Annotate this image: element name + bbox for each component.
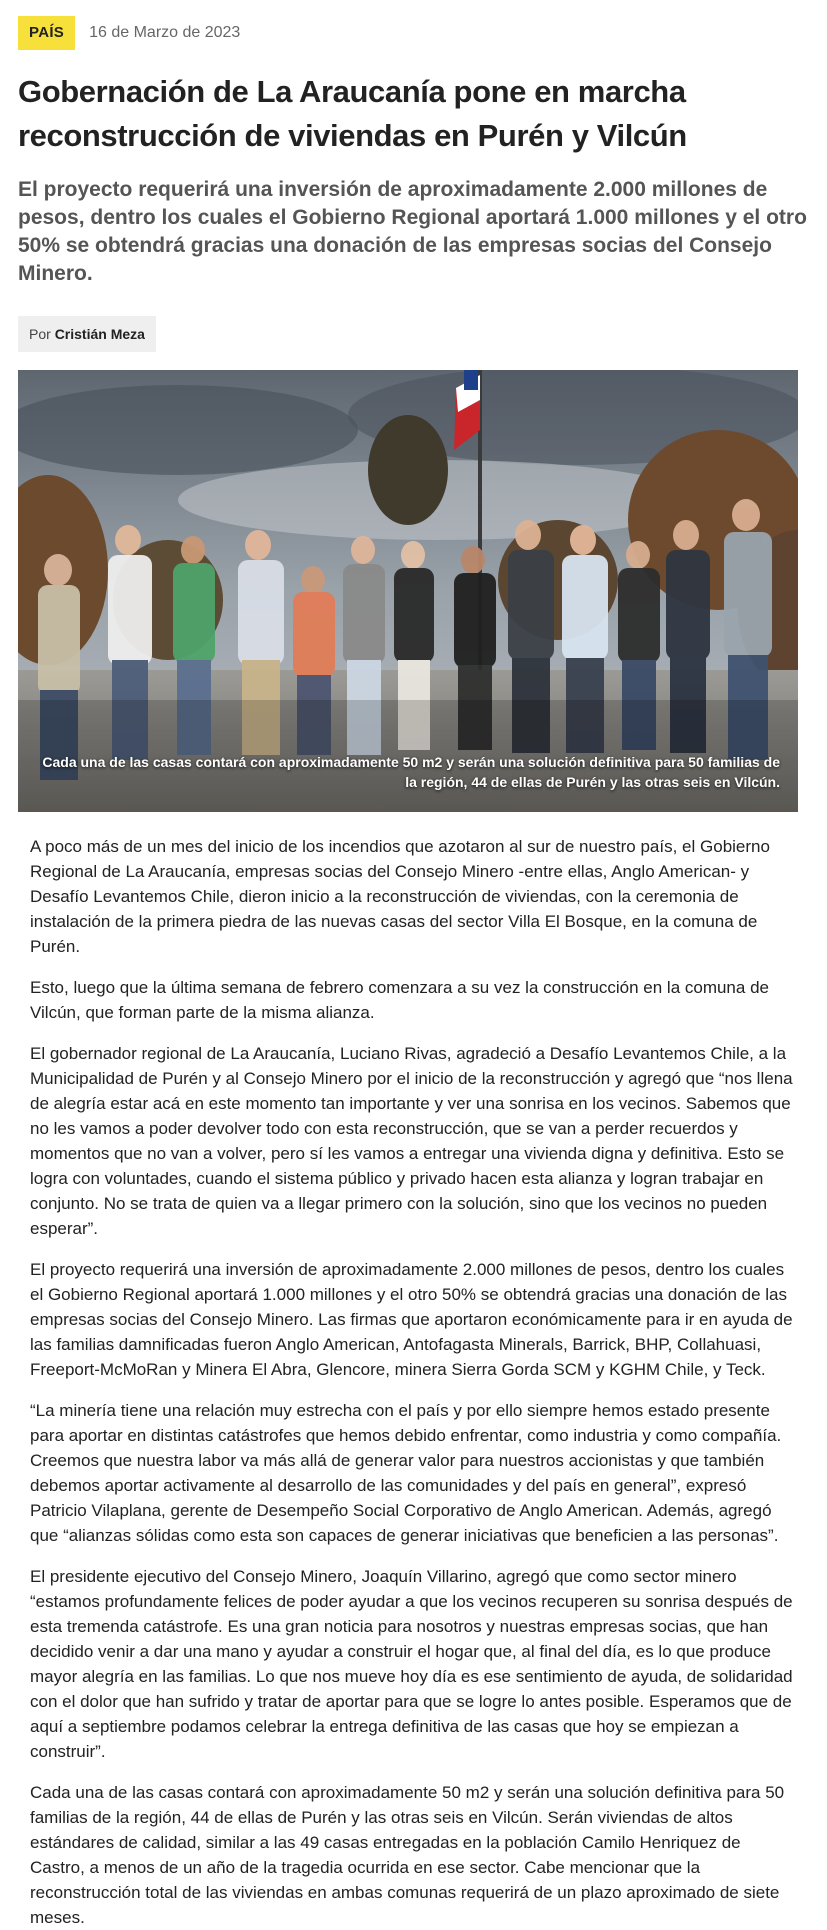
body-paragraph: A poco más de un mes del inicio de los incendios que azotaron al sur de nuestro país, el Gobierno Regional de La Araucanía, empresas socias del Consejo Minero -entre ellas, Anglo American- y Desafío Levantemos Chile, dieron inicio a la reconstrucción de viviendas, con la ceremonia de instalación de la primera piedra de las nuevas casas del sector Villa El Bosque, en la comuna de Purén. bbox=[30, 837, 770, 956]
body-paragraph: El presidente ejecutivo del Consejo Minero, Joaquín Villarino, agregó que como sector minero “estamos profundamente felices de poder ayudar a que los vecinos recuperen su sonrisa después de esta tremenda catástrofe. Es una gran noticia para nosotros y nuestras empresas socias, que han decidido venir a dar una mano y ayudar a construir el hogar que, al final del día, es lo que produce mayor alegría en las familias. Lo que nos mueve hoy día es ese sentimiento de ayuda, de solidaridad con el dolor que han sufrido y tratar de aportar para que se logre lo antes posible. Esperamos que de aquí a septiembre podamos celebrar la entrega definitiva de las casas que hoy se empiezan a construir”. bbox=[30, 1567, 793, 1761]
body-paragraph: Cada una de las casas contará con aproximadamente 50 m2 y serán una solución definitiva para 50 familias de la región, 44 de ellas de Purén y las otras seis en Vilcún. Serán viviendas de altos estándares de calidad, similar a las 49 casas entregadas en la población Camilo Henriquez de Castro, a menos de un año de la tragedia ocurrida en ese sector. Cabe mencionar que la reconstrucción total de las viviendas en ambas comunas requerirá de un plazo aproximado de siete meses. bbox=[30, 1783, 785, 1927]
photo-caption: Cada una de las casas contará con aproximadamente 50 m2 y serán una solución definitiva para 50 familias de la región, 44 de ellas de Purén y las otras seis en Vilcún. bbox=[42, 754, 780, 790]
body-paragraph: Esto, luego que la última semana de febrero comenzara a su vez la construcción en la comuna de Vilcún, que forman parte de la misma alianza. bbox=[30, 978, 769, 1022]
section-badge[interactable]: PAÍS bbox=[18, 16, 75, 50]
article-meta bbox=[18, 16, 809, 50]
article-photo bbox=[18, 370, 798, 812]
article-title: Gobernación de La Araucanía pone en marcha reconstrucción de viviendas en Purén y Vilcún bbox=[18, 74, 687, 153]
body-paragraph: “La minería tiene una relación muy estrecha con el país y por ello siempre hemos estado presente para aportar en distintas catástrofes que hemos debido enfrentar, como industria y como compañía. Creemos que nuestra labor va más allá de generar valor para nuestros accionistas y que también debemos aportar activamente al desarrollo de las comunidades y del país en general”, expresó Patricio Vilaplana, gerente de Desempeño Social Corporativo de Anglo American. Además, agregó que “alianzas sólidas como esta son capaces de generar iniciativas que beneficien a las personas”. bbox=[30, 1401, 782, 1545]
article-body bbox=[18, 812, 809, 1930]
byline-prefix: Por bbox=[29, 326, 51, 342]
body-paragraph: El proyecto requerirá una inversión de aproximadamente 2.000 millones de pesos, dentro los cuales el Gobierno Regional aportará 1.000 millones y el otro 50% se obtendrá gracias una donación de las empresas socias del Consejo Minero. Las firmas que aportaron económicamente para ir en ayuda de las familias damnificadas fueron Anglo American, Antofagasta Minerals, Barrick, BHP, Collahuasi, Freeport-McMoRan y Minera El Abra, Glencore, minera Sierra Gorda SCM y KGHM Chile, y Teck. bbox=[30, 1260, 793, 1379]
author-name[interactable]: Cristián Meza bbox=[54, 326, 145, 342]
group-photo-illustration bbox=[18, 370, 798, 812]
byline bbox=[18, 316, 156, 352]
publish-date: 16 de Marzo de 2023 bbox=[89, 24, 241, 41]
body-paragraph: El gobernador regional de La Araucanía, Luciano Rivas, agradeció a Desafío Levantemos Chile, a la Municipalidad de Purén y al Consejo Minero por el inicio de la reconstrucción y agregó que “nos llena de alegría estar acá en este momento tan importante y ver una sonrisa en los vecinos. Sabemos que no les vamos a poder devolver todo con esta reconstrucción, que se van a perder recuerdos y momentos que no van a volver, pero sí les vamos a entregar una vivienda digna y definitiva. Esto se logra con voluntades, cuando el sistema público y privado hacen esta alianza y logran trabajar en conjunto. No se trata de quien va a llegar primero con la solución, sino que los vecinos no pueden esperar”. bbox=[30, 1044, 793, 1238]
article-subtitle: El proyecto requerirá una inversión de aproximadamente 2.000 millones de pesos, dentro los cuales el Gobierno Regional aportará 1.000 millones y el otro 50% se obtendrá gracias una donación de las empresas socias del Consejo Minero. bbox=[18, 178, 807, 285]
